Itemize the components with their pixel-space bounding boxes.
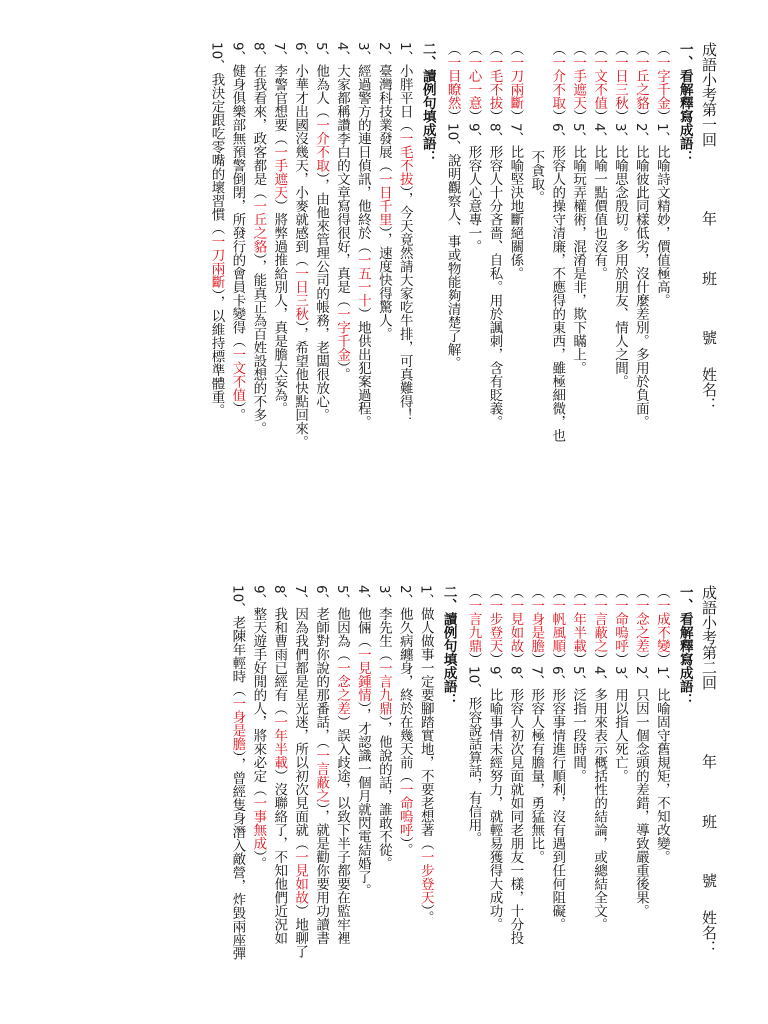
sentence-before: 老陳年輕時（	[229, 615, 246, 697]
answer-text: 一五一十	[354, 253, 371, 308]
answer-text: 一言九鼎	[465, 598, 482, 653]
answer-text: 一見如故	[292, 850, 309, 905]
definition-item	[546, 585, 567, 1024]
definition-item	[567, 42, 588, 512]
sentence-before: 因為我們都是星光迷，所以初次見面就（	[292, 607, 309, 851]
separator: 、	[611, 131, 628, 146]
item-number: 5	[313, 42, 330, 51]
separator: 、	[653, 674, 670, 689]
sentence-after: ），就是勸你要用功讀書	[313, 802, 330, 945]
sentence-before: 他倆（	[354, 607, 371, 648]
definition-text: 形容事情進行順利，沒有遇到任何阻礙。	[549, 688, 566, 932]
sentence-after: ），曾經隻身潛入敵營，炸毀兩座彈	[229, 750, 246, 960]
sentence-after: ）誤入歧途，以致下半子都要在監牢裡	[334, 715, 350, 945]
item-number: 7	[507, 123, 524, 132]
sentence-after: ），他說的話，誰敢不從。	[375, 715, 392, 871]
answer-text: 一成不變	[653, 598, 670, 653]
item-number: 2	[632, 123, 649, 132]
item-number: 6	[549, 666, 566, 675]
open-paren: （	[611, 42, 628, 56]
definition-item	[588, 42, 609, 512]
definition-text: 比喻固守舊規矩，不知改變。	[653, 688, 670, 864]
answer-text: 一身是膽	[229, 696, 246, 751]
item-number: 10	[208, 42, 225, 60]
item-number: 6	[292, 42, 309, 51]
item-number: 7	[292, 585, 309, 594]
definition-text: 比喻詩文精妙，價值極高。	[653, 145, 670, 308]
quiz-sheet-1	[0, 42, 768, 512]
answer-text: 一見如故	[507, 598, 524, 653]
sentence-before: 小華才出國沒幾天，小麥就感到（	[292, 64, 309, 267]
item-number: 8	[507, 666, 524, 675]
sentence-after: ）。	[229, 401, 246, 422]
separator: 、	[549, 131, 566, 146]
close-paren: ）	[486, 652, 503, 666]
separator: 、	[292, 50, 309, 65]
definition-text: 形容人十分吝嗇、自私。用於諷刺，含有貶義。	[486, 145, 503, 429]
separator: 、	[334, 50, 350, 65]
separator: 、	[528, 674, 545, 689]
separator: 、	[465, 683, 482, 697]
sentence-item	[247, 42, 268, 512]
definition-text: 形容人極有膽量，勇猛無比。	[528, 688, 545, 864]
definition-item	[525, 42, 546, 512]
sentence-item	[226, 585, 247, 1024]
close-paren: ）	[507, 652, 524, 666]
section-heading: 一、看解釋寫成語：	[676, 585, 693, 707]
item-number: 2	[375, 42, 392, 51]
separator: 、	[632, 674, 649, 689]
answer-text: 一丘之貉	[632, 55, 649, 110]
section-definitions	[463, 585, 695, 1024]
sentence-before: 在我看來，政客都是（	[250, 64, 267, 200]
close-paren: ）	[591, 652, 608, 666]
sentence-before: 我決定跟吃零嘴的壞習慣（	[208, 72, 225, 235]
sentence-after: ）。	[396, 836, 413, 857]
sentence-item	[247, 585, 268, 1024]
definition-item	[546, 42, 567, 512]
sentence-before: 他久病纏身，終於在幾天前（	[396, 607, 413, 783]
sentence-after: ）地聊了	[292, 904, 309, 959]
answer-text: 一刀兩斷	[208, 234, 225, 289]
item-number: 1	[653, 666, 670, 675]
sentence-after: ）地供出犯案過程。	[354, 307, 371, 429]
sentence-before: 老師對你說的那番話，（	[313, 607, 330, 749]
separator: 、	[375, 50, 392, 65]
sentence-after: ）。	[334, 361, 350, 382]
definition-text: 形容人的操守清廉，不應得的東西，雖極細微，也	[549, 145, 566, 443]
answer-text: 一目瞭然	[444, 55, 461, 110]
sentence-before: 小胖平日（	[396, 64, 413, 132]
answer-text: 一帆風順	[549, 598, 566, 653]
item-number: 1	[417, 585, 434, 594]
definition-item	[567, 585, 588, 1024]
separator: 、	[444, 140, 461, 154]
seat-field: 號	[700, 872, 718, 888]
separator: 、	[354, 593, 371, 608]
open-paren: （	[507, 585, 524, 599]
answer-text: 一言蔽之	[591, 598, 608, 653]
sentence-item	[289, 42, 310, 512]
sentence-before: 做人做事一定要腳踏實地，不要老想著（	[417, 607, 434, 851]
answer-text: 一字千金	[334, 307, 350, 362]
item-number: 9	[250, 585, 267, 594]
item-number: 7	[271, 42, 288, 51]
open-paren: （	[549, 585, 566, 599]
separator: 、	[465, 131, 482, 146]
close-paren: ）	[465, 652, 482, 666]
close-paren: ）	[611, 652, 628, 666]
close-paren: ）	[570, 652, 587, 666]
answer-text: 一字千金	[653, 55, 670, 110]
item-number: 9	[465, 123, 482, 132]
separator: 、	[507, 674, 524, 689]
answer-text: 一刀兩斷	[507, 55, 524, 110]
sentence-after: ），以維持標準體重。	[208, 288, 225, 417]
item-number: 1	[396, 42, 413, 51]
item-number: 3	[611, 666, 628, 675]
close-paren: ）	[486, 109, 503, 123]
item-number: 1	[653, 123, 670, 132]
answer-text: 一文不值	[229, 347, 246, 402]
answer-text: 一手遮天	[570, 55, 587, 110]
definition-item	[651, 585, 672, 1024]
open-paren: （	[632, 42, 649, 56]
sentence-before: 李警官想要（	[271, 64, 288, 146]
definition-text: 比喻事情未經努力，就輕易獲得大成功。	[486, 688, 503, 932]
separator: 、	[611, 674, 628, 689]
open-paren: （	[465, 42, 482, 56]
item-number: 2	[396, 585, 413, 594]
answer-text: 一介不取	[313, 118, 330, 173]
answer-text: 一念之差	[632, 598, 649, 653]
answer-text: 一言蔽之	[313, 748, 330, 803]
separator: 、	[229, 602, 246, 616]
definition-text: 比喻彼此同樣低劣，沒什麼差別。多用於負面。	[632, 145, 649, 429]
item-number: 8	[271, 585, 288, 594]
answer-text: 一事無成	[250, 796, 267, 851]
definition-item	[463, 585, 484, 1024]
open-paren: （	[465, 585, 482, 599]
open-paren: （	[591, 42, 608, 56]
indent	[525, 42, 546, 150]
sentence-item	[352, 585, 373, 1024]
quiz-title: 成語小考第二回	[700, 585, 718, 690]
item-number: 2	[632, 666, 649, 675]
open-paren: （	[653, 585, 670, 599]
separator: 、	[271, 593, 288, 608]
answer-text: 一日三秋	[611, 55, 628, 110]
close-paren: ）	[549, 109, 566, 123]
sentence-item	[268, 42, 289, 512]
definition-text: 比喻玩弄權術，混淆是非，欺下瞞上。	[570, 145, 587, 375]
answer-text: 一年半載	[570, 598, 587, 653]
separator: 、	[486, 131, 503, 146]
sentence-after: ），能真正為百姓設想的不多。	[250, 253, 267, 436]
answer-text: 一毛不拔	[396, 131, 413, 186]
separator: 、	[417, 593, 434, 608]
answer-text: 一日三秋	[292, 266, 309, 321]
definition-text: 用以指人死亡。	[611, 688, 628, 783]
answer-text: 一介不取	[549, 55, 566, 110]
definition-text: 形容人心意專一。	[465, 145, 482, 254]
separator: 、	[250, 50, 267, 65]
close-paren: ）	[528, 652, 545, 666]
close-paren: ）	[549, 652, 566, 666]
separator: 、	[396, 593, 413, 608]
sentence-item	[206, 42, 227, 512]
definition-text: 泛指一段時間。	[570, 688, 587, 783]
sentence-before: 經過警方的連日偵訊，他終於（	[354, 64, 371, 254]
item-number: 6	[549, 123, 566, 132]
sentence-item	[289, 585, 310, 1024]
sentence-item	[394, 42, 415, 512]
sentence-item	[352, 42, 373, 512]
answer-text: 一日千里	[375, 172, 392, 227]
section-heading: 二、讀例句填成語：	[440, 585, 457, 707]
definition-text: 不貪取。	[528, 150, 545, 204]
item-number: 10	[229, 585, 246, 603]
sentence-before: 他為人（	[313, 64, 330, 119]
grade-field: 年	[700, 754, 718, 770]
quiz-sheet-2	[0, 585, 768, 1024]
separator: 、	[396, 50, 413, 65]
sentence-item	[394, 585, 415, 1024]
open-paren: （	[653, 42, 670, 56]
definition-item	[630, 585, 651, 1024]
separator: 、	[313, 593, 330, 608]
item-number: 4	[354, 585, 371, 594]
separator: 、	[591, 674, 608, 689]
definition-item	[609, 42, 630, 512]
name-field: 姓名：	[700, 910, 718, 956]
quiz-title: 成語小考第一回	[700, 42, 718, 147]
close-paren: ）	[507, 109, 524, 123]
sentence-after: ），由他來管理公司的帳務，老闆很放心。	[313, 172, 330, 422]
definition-text: 比喻思念殷切。多用於朋友、情人之間。	[611, 145, 628, 389]
definition-item	[609, 585, 630, 1024]
answer-text: 一丘之貉	[250, 199, 267, 254]
sentence-before: 整天遊手好閒的人，將來必定（	[250, 607, 267, 797]
definition-text: 只因一個念頭的差錯，導致嚴重後果。	[632, 688, 649, 918]
section-heading: 二、讀例句填成語：	[419, 42, 436, 164]
sentence-after: ）沒聯絡了，不知他們近況如	[271, 769, 288, 945]
sentence-item	[331, 585, 352, 1024]
sentence-item	[310, 42, 331, 512]
class-field: 班	[700, 813, 718, 829]
close-paren: ）	[632, 109, 649, 123]
open-paren: （	[591, 585, 608, 599]
sentence-after: ），才認識一個月就閃電結婚了。	[354, 701, 371, 898]
sentence-before: 李先生（	[375, 607, 392, 662]
open-paren: （	[611, 585, 628, 599]
item-number: 5	[334, 585, 350, 594]
separator: 、	[632, 131, 649, 146]
item-number: 3	[375, 585, 392, 594]
item-number: 5	[570, 123, 587, 132]
separator: 、	[208, 59, 225, 73]
item-number: 8	[486, 123, 503, 132]
definition-text: 多用來表示概括性的結論，或總結全文。	[591, 688, 608, 932]
definition-item	[651, 42, 672, 512]
sentence-item	[415, 585, 436, 1024]
close-paren: ）	[465, 109, 482, 123]
sentence-item	[310, 585, 331, 1024]
definition-item	[525, 585, 546, 1024]
open-paren: （	[549, 42, 566, 56]
separator: 、	[570, 674, 587, 689]
open-paren: （	[570, 42, 587, 56]
separator: 、	[292, 593, 309, 608]
close-paren: ）	[632, 652, 649, 666]
sentence-after: ）。	[417, 904, 434, 925]
answer-text: 一心一意	[465, 55, 482, 110]
item-number: 10	[444, 123, 461, 141]
separator: 、	[229, 50, 246, 65]
sentence-item	[268, 585, 289, 1024]
close-paren: ）	[653, 109, 670, 123]
separator: 、	[591, 131, 608, 146]
item-number: 3	[354, 42, 371, 51]
separator: 、	[549, 674, 566, 689]
item-number: 6	[313, 585, 330, 594]
sentence-after: ）將弊過推給別人，真是膽大妄為。	[271, 199, 288, 416]
answer-text: 一命嗚呼	[611, 598, 628, 653]
seat-field: 號	[700, 329, 718, 345]
answer-text: 一命嗚呼	[396, 782, 413, 837]
item-number: 10	[465, 666, 482, 684]
sentence-item	[331, 42, 352, 512]
sentence-before: 我和曹雨已經有（	[271, 607, 288, 716]
sentence-before: 健身俱樂部無預警倒閉，所發行的會員卡變得（	[229, 64, 246, 348]
open-paren: （	[486, 42, 503, 56]
separator: 、	[271, 50, 288, 65]
separator: 、	[375, 593, 392, 608]
open-paren: （	[528, 585, 545, 599]
definition-item	[504, 585, 525, 1024]
close-paren: ）	[591, 109, 608, 123]
open-paren: （	[632, 585, 649, 599]
sentence-after: ）。	[250, 850, 267, 871]
sentence-before: 臺灣科技業發展（	[375, 64, 392, 173]
definition-text: 比喻堅決地斷絕關係。	[507, 145, 524, 281]
close-paren: ）	[611, 109, 628, 123]
sentence-after: ），希望他快點回來。	[292, 320, 309, 449]
answer-text: 一言九鼎	[375, 661, 392, 716]
close-paren: ）	[444, 109, 461, 123]
sentence-before: 他因為（	[334, 607, 350, 662]
item-number: 8	[250, 42, 267, 51]
separator: 、	[250, 593, 267, 608]
separator: 、	[653, 131, 670, 146]
item-number: 9	[486, 666, 503, 675]
definition-text: 說明觀察人、事或物能夠清楚了解。	[444, 153, 461, 370]
definition-item	[442, 42, 463, 512]
definition-text: 形容人初次見面就如同老朋友一樣，十分投	[507, 688, 524, 945]
name-field: 姓名：	[700, 367, 718, 413]
answer-text: 一年半載	[271, 715, 288, 770]
definition-item	[630, 42, 651, 512]
open-paren: （	[570, 585, 587, 599]
section-fill-in	[226, 585, 458, 1024]
definition-text: 形容說話算話，有信用。	[465, 696, 482, 846]
answer-text: 一步登天	[417, 850, 434, 905]
answer-text: 一見鍾情	[354, 647, 371, 702]
open-paren: （	[507, 42, 524, 56]
sentence-after: ），今天竟然請大家吃牛排，可真難得！	[396, 185, 413, 422]
separator: 、	[354, 50, 371, 65]
sentence-after: ），速度快得驚人。	[375, 226, 392, 341]
answer-text: 一手遮天	[271, 145, 288, 200]
definition-item	[588, 585, 609, 1024]
answer-text: 一毛不拔	[486, 55, 503, 110]
item-number: 5	[570, 666, 587, 675]
definition-item	[484, 585, 505, 1024]
section-definitions	[442, 42, 695, 512]
class-field: 班	[700, 270, 718, 286]
separator: 、	[570, 131, 587, 146]
definition-item	[484, 42, 505, 512]
definition-item	[463, 42, 484, 512]
close-paren: ）	[653, 652, 670, 666]
grade-field: 年	[700, 211, 718, 227]
item-number: 4	[591, 123, 608, 132]
open-paren: （	[486, 585, 503, 599]
sentence-item	[226, 42, 247, 512]
quiz-title-row	[697, 585, 720, 1024]
item-number: 3	[611, 123, 628, 132]
separator: 、	[313, 50, 330, 65]
open-paren: （	[444, 42, 461, 56]
separator: 、	[334, 593, 350, 608]
section-fill-in	[206, 42, 438, 512]
item-number: 4	[334, 42, 350, 51]
sentence-item	[373, 585, 394, 1024]
item-number: 9	[229, 42, 246, 51]
item-number: 4	[591, 666, 608, 675]
answer-text: 一身是膽	[528, 598, 545, 653]
sentence-item	[373, 42, 394, 512]
separator: 、	[486, 674, 503, 689]
definition-text: 比喻一點價值也沒有。	[591, 145, 608, 281]
item-number: 7	[528, 666, 545, 675]
answer-text: 一步登天	[486, 598, 503, 653]
sentence-before: 大家都稱讚李白的文章寫得很好，真是（	[334, 64, 350, 308]
separator: 、	[507, 131, 524, 146]
close-paren: ）	[570, 109, 587, 123]
section-heading: 一、看解釋寫成語：	[676, 42, 693, 164]
definition-item	[504, 42, 525, 512]
quiz-title-row	[697, 42, 720, 512]
answer-text: 一文不值	[591, 55, 608, 110]
answer-text: 一念之差	[334, 661, 350, 716]
